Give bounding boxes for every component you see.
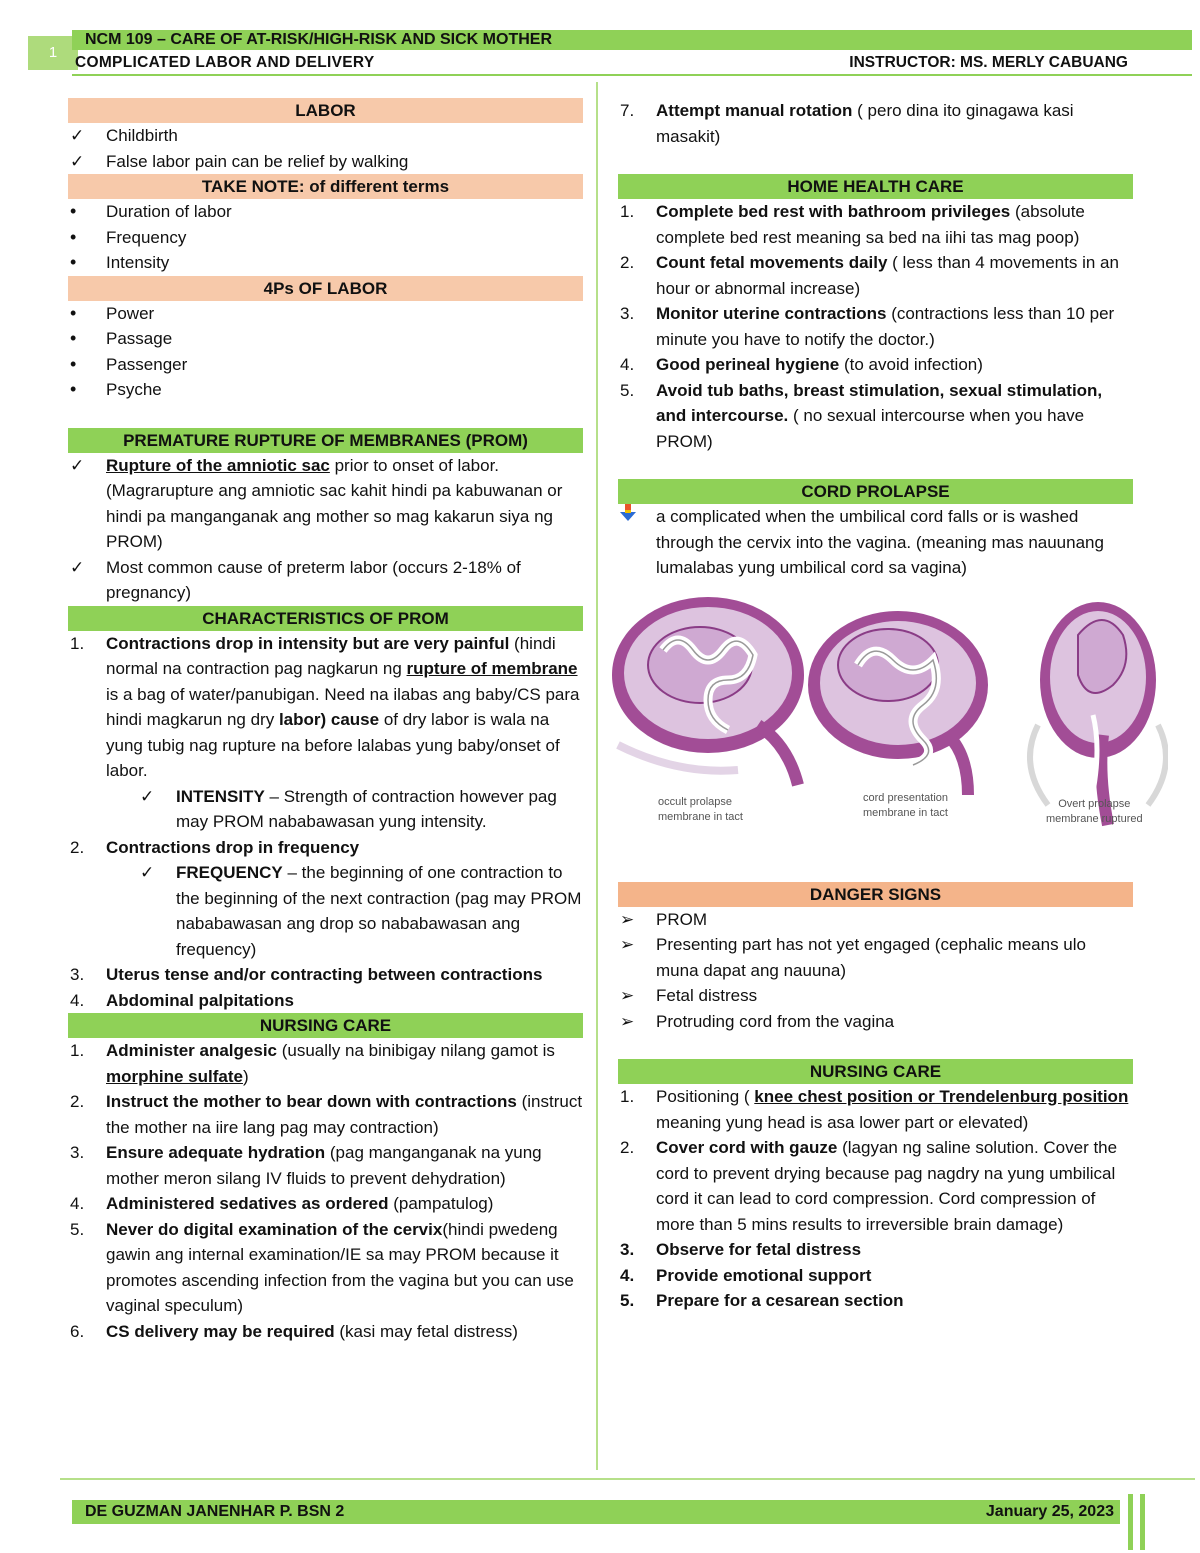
check-icon <box>70 555 100 581</box>
header-divider <box>72 74 1192 76</box>
cord-presentation-drawing <box>808 611 988 795</box>
list-item: ✓ Rupture of the amniotic sac prior to onset of labor.(Magrarupture ang amniotic sac kahit hindi pa kabuwanan or hindi pa manganganak ang mother so mag kakarun siya ng PROM) <box>68 453 583 555</box>
right-column <box>618 98 1143 1314</box>
list-item: • Passenger <box>68 352 583 378</box>
section-header-home-health-care: HOME HEALTH CARE <box>618 174 1133 199</box>
section-header-cord-prolapse: CORD PROLAPSE <box>618 479 1133 504</box>
caption-overt-prolapse: Overt prolapse membrane ruptured <box>1046 797 1143 825</box>
section-header-characteristics: CHARACTERISTICS OF PROM <box>68 606 583 631</box>
list-item: 1. Administer analgesic (usually na binibigay nilang gamot is morphine sulfate) <box>70 1041 555 1086</box>
spacer <box>618 454 1133 479</box>
overt-prolapse-drawing <box>1030 602 1166 825</box>
check-icon <box>70 149 100 175</box>
list-item: • Power <box>68 301 583 327</box>
section-header-prom: PREMATURE RUPTURE OF MEMBRANES (PROM) <box>68 428 583 453</box>
list-item: ➢ Protruding cord from the vagina <box>618 1009 1133 1035</box>
list-item: 2. Cover cord with gauze (lagyan ng saline solution. Cover the cord to prevent drying because pag nagdry na yung umbilical cord it can lead to cord compression. Cord compression of more than 5 mins results to irreversible brain damage) <box>620 1138 1118 1234</box>
left-column <box>68 98 583 1344</box>
arrow-bullet-icon <box>620 1009 650 1035</box>
caption-occult-prolapse: occult prolapse membrane in tact <box>658 795 743 823</box>
bullet-icon <box>70 301 100 327</box>
arrow-down-icon <box>620 504 650 530</box>
list-item: 5. Avoid tub baths, breast stimulation, sexual stimulation, and intercourse. ( no sexual intercourse when you have PROM) <box>620 380 1103 451</box>
arrow-bullet-icon <box>620 907 650 933</box>
list-item: 4. Administered sedatives as ordered (pampatulog) <box>70 1194 494 1213</box>
list-item: 3. Monitor uterine contractions (contractions less than 10 per minute you have to notify the doctor.) <box>620 304 1115 349</box>
list-item: ➢ PROM <box>618 907 1133 933</box>
bullet-icon <box>70 352 100 378</box>
list-item: ✓ Childbirth <box>68 123 583 149</box>
list-item: • Passage <box>68 326 583 352</box>
list-item: • Frequency <box>68 225 583 251</box>
course-title: NCM 109 – CARE OF AT-RISK/HIGH-RISK AND SICK MOTHER <box>85 31 552 48</box>
list-item: ✓ Most common cause of preterm labor (occurs 2-18% of pregnancy) <box>68 555 583 606</box>
list-item: 3. Ensure adequate hydration (pag manganganak na yung mother meron silang IV fluids to prevent dehydration) <box>70 1143 542 1188</box>
list-item: 5. Never do digital examination of the cervix(hindi pwedeng gawin ang internal examination/IE sa may PROM because it promotes ascending infection from the vagina but you can use vaginal speculum) <box>70 1219 574 1315</box>
bullet-icon <box>70 250 100 276</box>
section-header-4ps: 4Ps OF LABOR <box>68 276 583 301</box>
bullet-icon <box>70 326 100 352</box>
section-header-take-note: TAKE NOTE: of different terms <box>68 174 583 199</box>
check-icon <box>70 123 100 149</box>
check-icon <box>140 860 170 886</box>
section-header-danger-signs: DANGER SIGNS <box>618 882 1133 907</box>
section-header-nursing-care-2: NURSING CARE <box>618 1059 1133 1084</box>
spacer <box>68 403 583 428</box>
list-item: 2. Instruct the mother to bear down with contractions (instruct the mother na iire lang pag may contraction) <box>70 1092 583 1137</box>
arrow-bullet-icon <box>620 983 650 1009</box>
list-item: 5. Prepare for a cesarean section <box>620 1291 904 1310</box>
cord-prolapse-illustration <box>608 595 1168 860</box>
list-item: • Intensity <box>68 250 583 276</box>
footer-divider <box>60 1478 1195 1480</box>
list-item: ✓ FREQUENCY – the beginning of one contraction to the beginning of the next contraction (pag may PROM nababawasan ang drop so nababawasan ang frequency) <box>68 860 583 962</box>
topic-title: COMPLICATED LABOR AND DELIVERY <box>75 54 375 71</box>
list-item: 2. Contractions drop in frequency <box>70 837 360 857</box>
list-item: ✓ False labor pain can be relief by walking <box>68 149 583 175</box>
list-item: • Psyche <box>68 377 583 403</box>
list-item: 4. Provide emotional support <box>620 1265 872 1285</box>
list-item: 3. Uterus tense and/or contracting between contractions <box>70 965 543 984</box>
list-item: 4. Abdominal palpitations <box>70 990 294 1010</box>
list-item: 2. Count fetal movements daily ( less than 4 movements in an hour or abnormal increase) <box>620 253 1119 298</box>
list-item: 6. CS delivery may be required (kasi may fetal distress) <box>70 1321 518 1341</box>
document-date: January 25, 2023 <box>985 1503 1114 1520</box>
spacer <box>618 149 1133 174</box>
instructor: INSTRUCTOR: MS. MERLY CABUANG <box>849 54 1128 71</box>
list-item: 7. Attempt manual rotation ( pero dina ito ginagawa kasi masakit) <box>620 101 1074 146</box>
author-name: DE GUZMAN JANENHAR P. BSN 2 <box>85 1503 345 1520</box>
column-divider <box>596 82 598 1470</box>
list-item: • Duration of labor <box>68 199 583 225</box>
section-header-nursing-care: NURSING CARE <box>68 1013 583 1038</box>
list-item: 1. Complete bed rest with bathroom privileges (absolute complete bed rest meaning sa bed na iihi tas mag poop) <box>620 202 1085 247</box>
footer-accent <box>1128 1494 1133 1550</box>
list-item: a complicated when the umbilical cord falls or is washed through the cervix into the vagina. (meaning mas nauunang lumalabas yung umbilical cord sa vagina) <box>618 504 1133 581</box>
list-item: 1. Contractions drop in intensity but are very painful (hindi normal na contraction pag nagkarun ng rupture of membrane is a bag of water/panubigan. Need na ilabas ang baby/CS para hindi magkarun ng dry labor) cause of dry labor is wala na yung tubig nag rupture na before lalabas yung baby/onset of labor. <box>70 633 580 780</box>
page-number: 1 <box>28 36 78 70</box>
arrow-bullet-icon <box>620 932 650 958</box>
spacer <box>618 1034 1133 1059</box>
list-item: 3. Observe for fetal distress <box>620 1240 862 1259</box>
list-item: ➢ Fetal distress <box>618 983 1133 1009</box>
list-item: ✓ INTENSITY – Strength of contraction however pag may PROM nababawasan yung intensity. <box>68 784 583 835</box>
list-item: ➢ Presenting part has not yet engaged (cephalic means ulo muna dapat ang nauuna) <box>618 932 1133 983</box>
bullet-icon <box>70 199 100 225</box>
bullet-icon <box>70 377 100 403</box>
footer-accent <box>1140 1494 1145 1550</box>
occult-prolapse-drawing <box>612 597 804 785</box>
caption-cord-presentation: cord presentation membrane in tact <box>863 791 948 819</box>
bullet-icon <box>70 225 100 251</box>
section-header-labor: LABOR <box>68 98 583 123</box>
check-icon <box>140 784 170 810</box>
list-item: 4. Good perineal hygiene (to avoid infection) <box>620 355 983 374</box>
check-icon <box>70 453 100 479</box>
list-item: 1. Positioning ( knee chest position or Trendelenburg position meaning yung head is asa lower part or elevated) <box>620 1087 1129 1132</box>
